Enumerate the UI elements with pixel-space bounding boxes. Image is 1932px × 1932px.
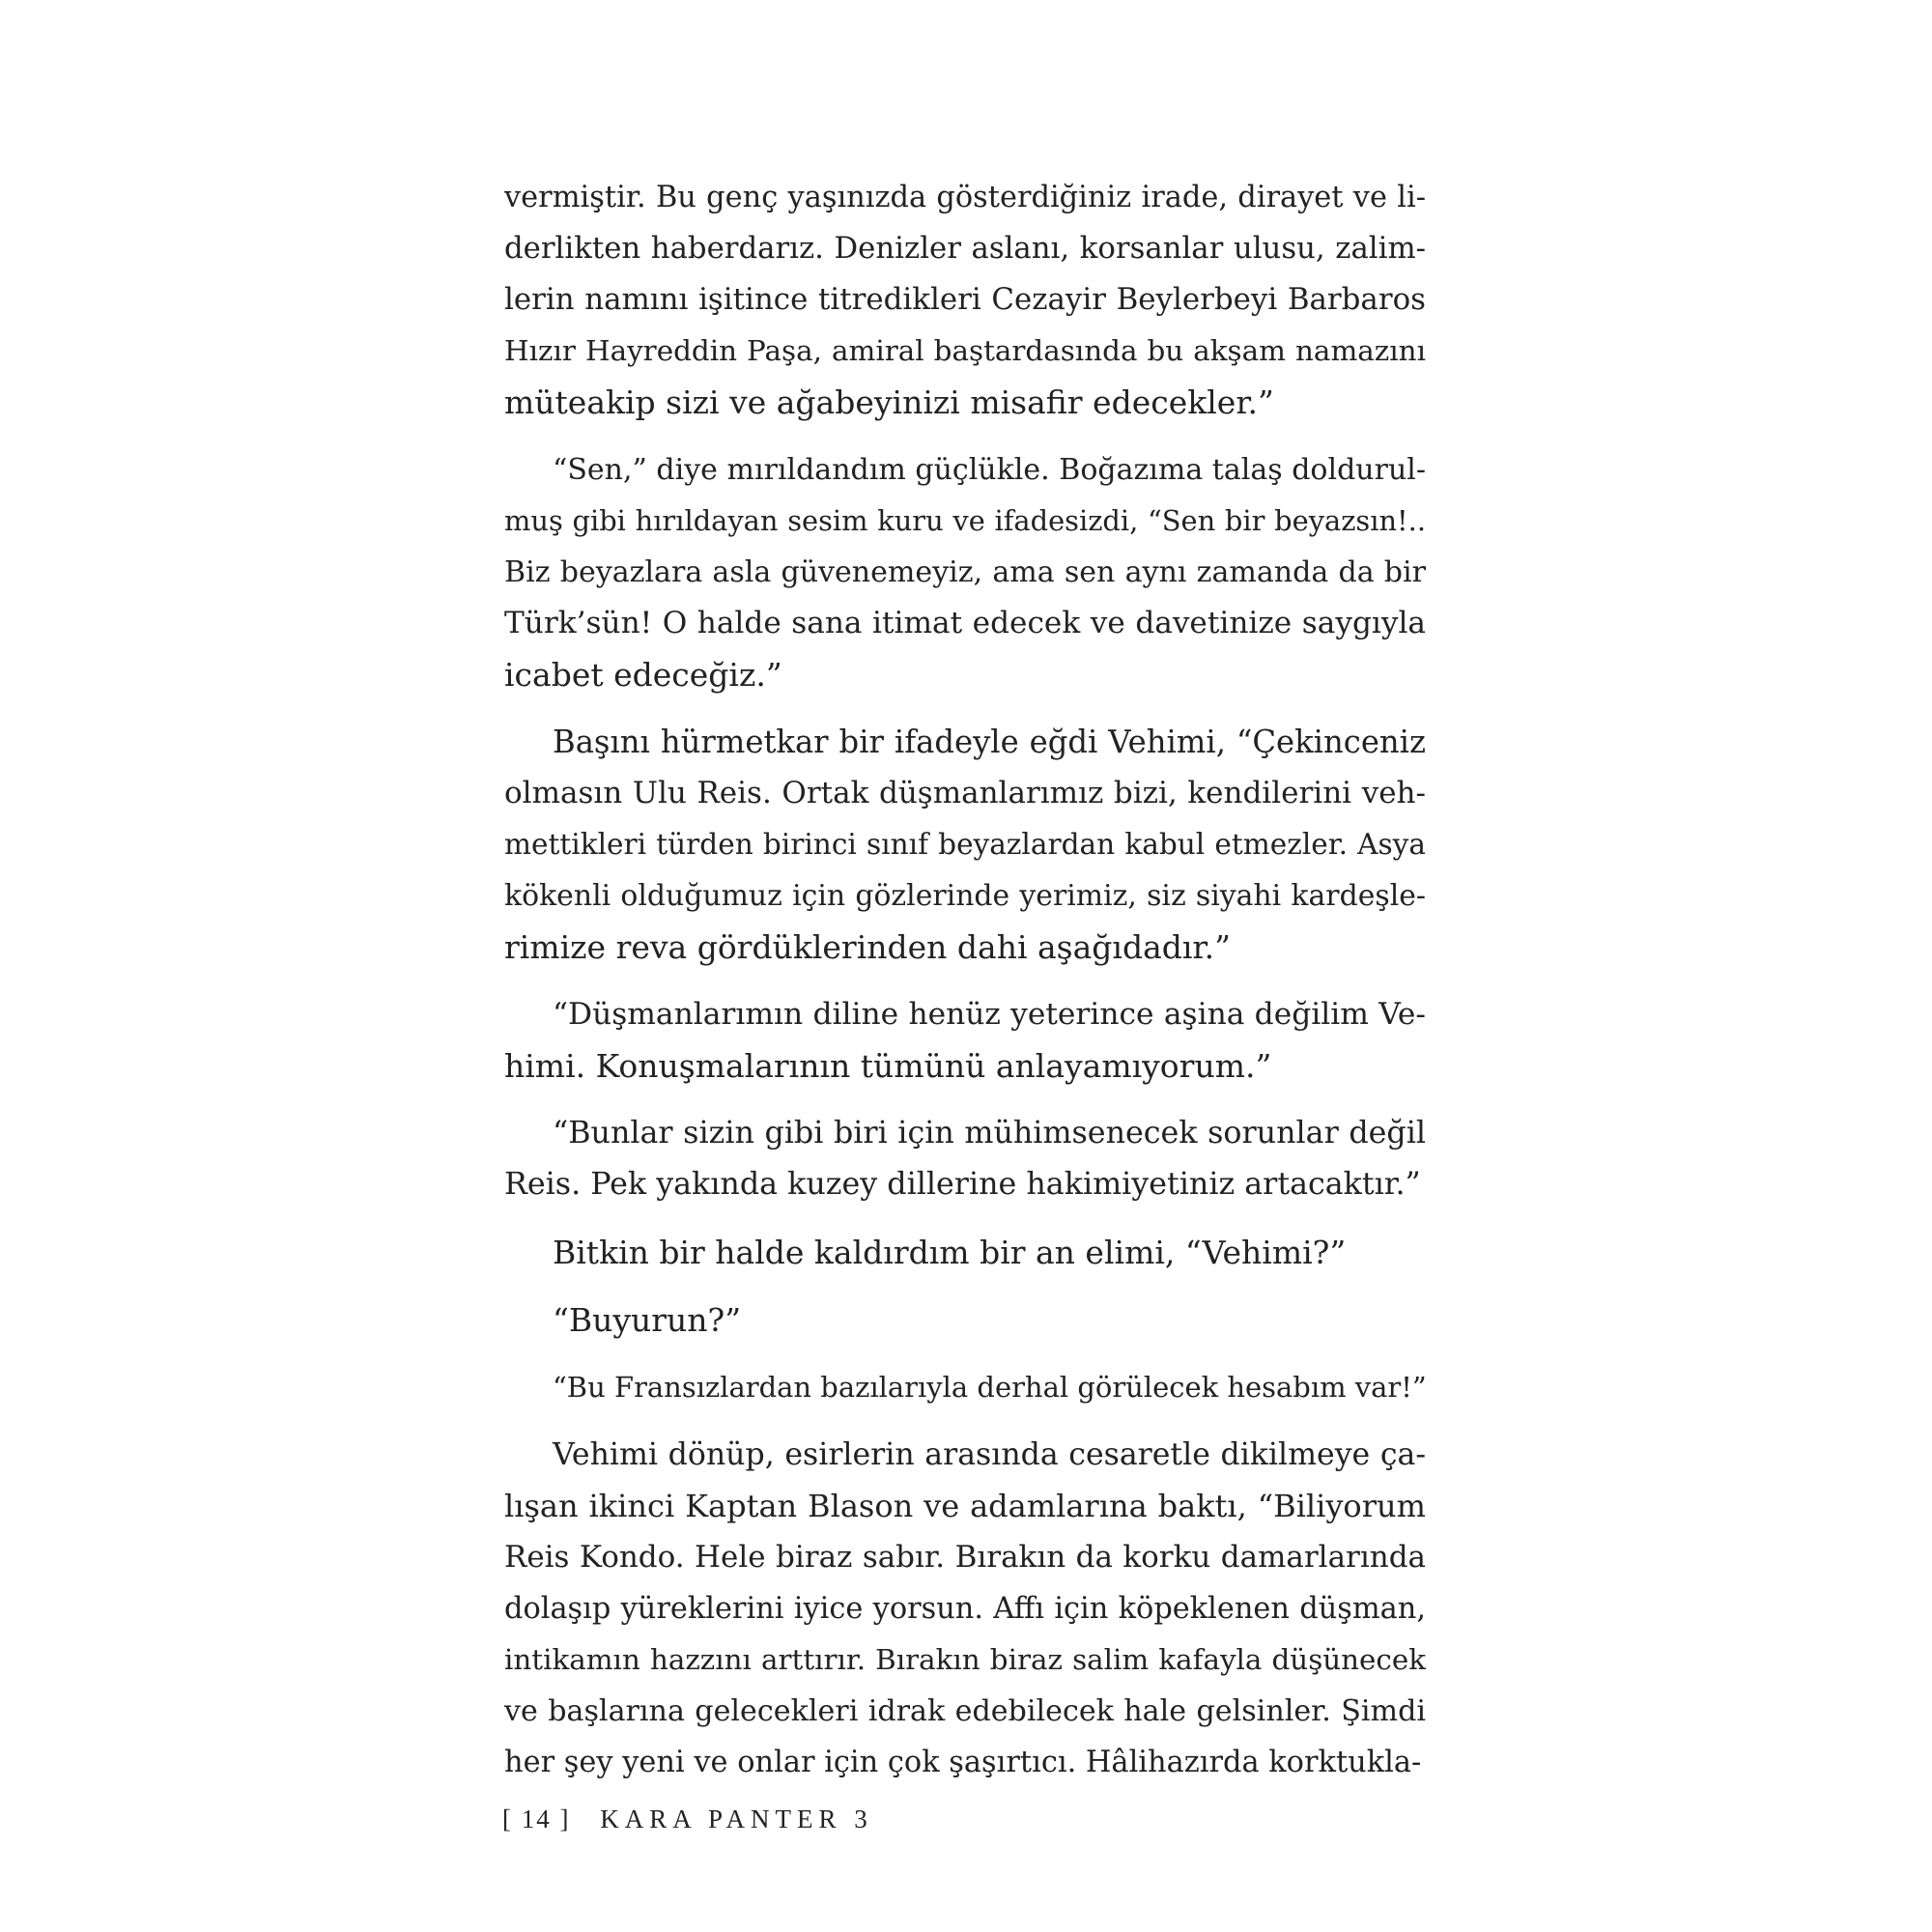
text-line: müteakip sizi ve ağabeyinizi misafir edecekler.” [504, 384, 1274, 421]
text-line: lerin namını işitince titredikleri Cezayir Beylerbeyi Barbaros [504, 282, 1426, 317]
paragraph [504, 1362, 1426, 1413]
paragraph [504, 1430, 1426, 1788]
text-line: dolaşıp yüreklerini iyice yorsun. Affı için köpeklenen düşman, [504, 1592, 1426, 1626]
text-line: her şey yeni ve onlar için çok şaşırtıcı. Hâlihazırda korktukla- [504, 1746, 1422, 1779]
text-line: Reis Kondo. Hele biraz sabır. Bırakın da korku damarlarında [504, 1540, 1426, 1575]
paragraph [504, 1294, 1426, 1346]
text-line: vermiştir. Bu genç yaşınızda gösterdiğiniz irade, dirayet ve li- [504, 181, 1426, 214]
text-line: “Bu Fransızlardan bazılarıyla derhal görülecek hesabım var!” [553, 1371, 1427, 1404]
text-line: “Düşmanlarımın diline henüz yeterince aşina değilim Ve- [553, 997, 1426, 1032]
running-title: KARA PANTER 3 [600, 1804, 873, 1833]
paragraph [504, 1227, 1426, 1278]
body-text [504, 172, 1426, 1804]
text-line: “Sen,” diye mırıldandım güçlükle. Boğazıma talaş doldurul- [553, 453, 1426, 487]
paragraph [504, 1108, 1426, 1210]
text-line: Bitkin bir halde kaldırdım bir an elimi, “Vehimi?” [553, 1234, 1347, 1271]
text-line: mettikleri türden birinci sınıf beyazlardan kabul etmezler. Asya [504, 828, 1426, 861]
text-line: “Buyurun?” [553, 1301, 742, 1339]
text-line: olmasın Ulu Reis. Ortak düşmanlarımız bizi, kendilerini veh- [504, 776, 1426, 810]
text-line: kökenli olduğumuz için gözlerinde yerimiz, siz siyahi kardeşle- [504, 879, 1426, 913]
text-line: Biz beyazlara asla güvenemeyiz, ama sen aynı zamanda da bir [504, 555, 1426, 589]
page-number: [ 14 ] [502, 1804, 571, 1833]
text-line: Hızır Hayreddin Paşa, amiral baştardasında bu akşam namazını [504, 334, 1426, 367]
text-line: Başını hürmetkar bir ifadeyle eğdi Vehimi, “Çekinceniz [553, 724, 1426, 760]
text-line: rimize reva gördüklerinden dahi aşağıdadır.” [504, 928, 1231, 966]
text-line: Türk’sün! O halde sana itimat edecek ve davetinize saygıyla [504, 606, 1426, 640]
text-line: muş gibi hırıldayan sesim kuru ve ifadesizdi, “Sen bir beyazsın!.. [504, 504, 1426, 537]
text-line: “Bunlar sizin gibi biri için mühimsenecek sorunlar değil [553, 1116, 1426, 1151]
text-line: intikamın hazzını arttırır. Bırakın biraz salim kafayla düşünecek [504, 1643, 1426, 1676]
paragraph [504, 989, 1426, 1092]
text-line: Vehimi dönüp, esirlerin arasında cesaretle dikilmeye ça- [553, 1437, 1426, 1472]
paragraph [504, 444, 1426, 700]
page-footer [502, 1804, 873, 1834]
paragraph [504, 717, 1426, 973]
text-line: himi. Konuşmalarının tümünü anlayamıyorum.” [504, 1047, 1272, 1085]
text-line: ve başlarına gelecekleri idrak edebilecek hale gelsinler. Şimdi [504, 1694, 1426, 1728]
text-line: Reis. Pek yakında kuzey dillerine hakimiyetiniz artacaktır.” [504, 1167, 1421, 1202]
text-line: lışan ikinci Kaptan Blason ve adamlarına baktı, “Biliyorum [504, 1488, 1426, 1524]
text-line: derlikten haberdarız. Denizler aslanı, korsanlar ulusu, zalim- [504, 231, 1426, 266]
text-line: icabet edeceğiz.” [504, 656, 782, 694]
paragraph [504, 172, 1426, 428]
